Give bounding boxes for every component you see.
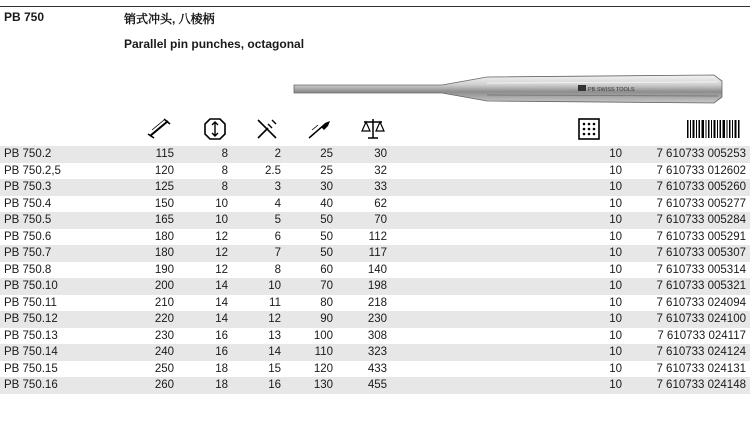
pin-punch-image [292, 72, 724, 106]
ean-code-value: 7 610733 005291 [656, 230, 746, 243]
octagon-value: 18 [215, 362, 228, 375]
blade-length-value: 100 [313, 329, 333, 342]
blade-length-icon [306, 116, 332, 142]
pack-quantity-value: 10 [609, 362, 622, 375]
product-table [0, 146, 750, 394]
spacer [387, 328, 597, 345]
table-row [0, 377, 750, 394]
weight-value: 117 [333, 245, 387, 262]
pack-quantity-value: 10 [609, 164, 622, 177]
product-name: PB 750.8 [4, 263, 52, 276]
weight-icon [360, 116, 386, 142]
ean-code-value: 7 610733 024094 [656, 296, 746, 309]
weight-value: 230 [333, 311, 387, 328]
pack-quantity-value: 10 [609, 263, 622, 276]
diameter-value: 14 [228, 344, 281, 361]
blade-length-value: 50 [281, 245, 333, 262]
blade-length-value: 40 [320, 197, 333, 210]
octagon-value: 8 [221, 164, 228, 177]
pack-quantity-value: 10 [597, 212, 622, 229]
ean-code-value: 7 610733 005260 [622, 179, 750, 196]
ean-code-value: 7 610733 005284 [622, 212, 750, 229]
diameter-value: 16 [228, 377, 281, 394]
spacer [387, 278, 597, 295]
diameter-value: 6 [274, 230, 281, 243]
product-name: PB 750.11 [4, 296, 57, 309]
diameter-value: 4 [274, 197, 281, 210]
length-value: 260 [128, 377, 174, 394]
octagon-width-icon [202, 116, 228, 142]
product-name: PB 750.12 [0, 311, 128, 328]
spacer [387, 262, 597, 279]
table-row [0, 146, 750, 163]
product-name: PB 750.2 [0, 146, 128, 163]
length-icon [146, 116, 172, 142]
product-name: PB 750.2,5 [4, 164, 61, 177]
ean-code-value: 7 610733 005253 [622, 146, 750, 163]
blade-length-value: 120 [313, 362, 333, 375]
table-row [0, 295, 750, 312]
table-row [0, 196, 750, 213]
pack-quantity-value: 10 [597, 146, 622, 163]
length-value: 180 [154, 230, 174, 243]
ean-code-value: 7 610733 005314 [656, 263, 746, 276]
pin-diameter-icon [254, 116, 280, 142]
blade-length-value: 50 [320, 230, 333, 243]
product-name: PB 750.16 [0, 377, 128, 394]
diameter-value: 8 [274, 263, 281, 276]
barcode-icon [686, 116, 742, 142]
weight-value: 33 [333, 179, 387, 196]
length-value: 210 [154, 296, 174, 309]
length-value: 250 [154, 362, 174, 375]
ean-code-value: 7 610733 024131 [656, 362, 746, 375]
table-row [0, 361, 750, 378]
table-row [0, 328, 750, 345]
length-value: 180 [128, 245, 174, 262]
header-rule [0, 6, 750, 7]
octagon-value: 14 [174, 278, 228, 295]
weight-value: 70 [333, 212, 387, 229]
pack-quantity-value: 10 [597, 344, 622, 361]
blade-length-value: 25 [320, 164, 333, 177]
diameter-value: 12 [228, 311, 281, 328]
spacer [387, 212, 597, 229]
length-value: 240 [128, 344, 174, 361]
weight-value: 62 [374, 197, 387, 210]
octagon-value: 18 [174, 377, 228, 394]
ean-code-value: 7 610733 005277 [656, 197, 746, 210]
spacer [387, 361, 597, 378]
weight-value: 140 [367, 263, 387, 276]
table-row [0, 344, 750, 361]
spacer [387, 196, 597, 213]
blade-length-value: 110 [281, 344, 333, 361]
product-name: PB 750.14 [0, 344, 128, 361]
ean-code-value: 7 610733 024148 [622, 377, 750, 394]
product-name: PB 750.6 [4, 230, 52, 243]
blade-length-value: 50 [281, 212, 333, 229]
pack-quantity-value: 10 [597, 311, 622, 328]
brand-text: PB SWISS TOOLS [588, 87, 635, 93]
weight-value: 455 [333, 377, 387, 394]
diameter-value: 7 [228, 245, 281, 262]
diameter-value: 5 [228, 212, 281, 229]
product-name: PB 750.7 [0, 245, 128, 262]
length-value: 120 [154, 164, 174, 177]
weight-value: 433 [367, 362, 387, 375]
table-row [0, 229, 750, 246]
weight-value: 198 [333, 278, 387, 295]
spacer [387, 245, 597, 262]
table-row [0, 212, 750, 229]
diameter-value: 3 [228, 179, 281, 196]
pack-quantity-value: 10 [609, 329, 622, 342]
product-code: PB 750 [4, 10, 45, 24]
weight-value: 323 [333, 344, 387, 361]
pack-quantity-value: 10 [597, 245, 622, 262]
table-row [0, 163, 750, 180]
ean-code-value: 7 610733 012602 [656, 164, 746, 177]
octagon-value: 14 [215, 296, 228, 309]
length-value: 190 [154, 263, 174, 276]
weight-value: 308 [367, 329, 387, 342]
table-row [0, 311, 750, 328]
spacer [387, 163, 597, 180]
ean-code-value: 7 610733 005321 [622, 278, 750, 295]
spacer [387, 179, 597, 196]
pack-quantity-value: 10 [609, 296, 622, 309]
diameter-value: 10 [228, 278, 281, 295]
diameter-value: 11 [269, 296, 281, 309]
blade-length-value: 70 [281, 278, 333, 295]
blade-length-value: 25 [281, 146, 333, 163]
weight-value: 30 [333, 146, 387, 163]
pack-quantity-value: 10 [597, 377, 622, 394]
product-name: PB 750.13 [4, 329, 58, 342]
blade-length-value: 80 [320, 296, 333, 309]
length-value: 115 [128, 146, 174, 163]
octagon-value: 10 [174, 212, 228, 229]
spacer [387, 229, 597, 246]
product-name: PB 750.10 [0, 278, 128, 295]
diameter-value: 2.5 [265, 164, 281, 177]
product-name: PB 750.15 [4, 362, 58, 375]
ean-code-value: 7 610733 024124 [622, 344, 750, 361]
spacer [387, 146, 597, 163]
pack-quantity-value: 10 [597, 278, 622, 295]
length-value: 150 [154, 197, 174, 210]
weight-value: 112 [368, 230, 387, 243]
table-row [0, 278, 750, 295]
ean-code-value: 7 610733 024117 [657, 329, 746, 342]
spacer [387, 295, 597, 312]
table-row [0, 262, 750, 279]
pack-quantity-value: 10 [597, 179, 622, 196]
octagon-value: 8 [174, 179, 228, 196]
table-row [0, 179, 750, 196]
product-title-cn: 销式冲头, 八棱柄 [124, 12, 215, 26]
spacer [387, 311, 597, 328]
product-title-en: Parallel pin punches, octagonal [124, 37, 305, 51]
octagon-value: 12 [215, 230, 228, 243]
weight-value: 32 [374, 164, 387, 177]
length-value: 165 [128, 212, 174, 229]
blade-length-value: 90 [281, 311, 333, 328]
pack-quantity-icon [576, 116, 602, 142]
octagon-value: 12 [174, 245, 228, 262]
product-name: PB 750.4 [4, 197, 52, 210]
pack-quantity-value: 10 [609, 197, 622, 210]
octagon-value: 10 [215, 197, 228, 210]
product-name: PB 750.5 [0, 212, 128, 229]
product-name: PB 750.3 [0, 179, 128, 196]
weight-value: 218 [367, 296, 387, 309]
length-value: 230 [154, 329, 174, 342]
octagon-value: 14 [174, 311, 228, 328]
diameter-value: 15 [268, 362, 281, 375]
spacer [387, 344, 597, 361]
diameter-value: 13 [268, 329, 281, 342]
ean-code-value: 7 610733 024100 [622, 311, 750, 328]
octagon-value: 8 [174, 146, 228, 163]
octagon-value: 16 [215, 329, 228, 342]
length-value: 200 [128, 278, 174, 295]
diameter-value: 2 [228, 146, 281, 163]
pack-quantity-value: 10 [609, 230, 622, 243]
table-row [0, 245, 750, 262]
blade-length-value: 130 [281, 377, 333, 394]
length-value: 125 [128, 179, 174, 196]
octagon-value: 12 [215, 263, 228, 276]
spacer [387, 377, 597, 394]
octagon-value: 16 [174, 344, 228, 361]
length-value: 220 [128, 311, 174, 328]
ean-code-value: 7 610733 005307 [622, 245, 750, 262]
blade-length-value: 60 [320, 263, 333, 276]
blade-length-value: 30 [281, 179, 333, 196]
